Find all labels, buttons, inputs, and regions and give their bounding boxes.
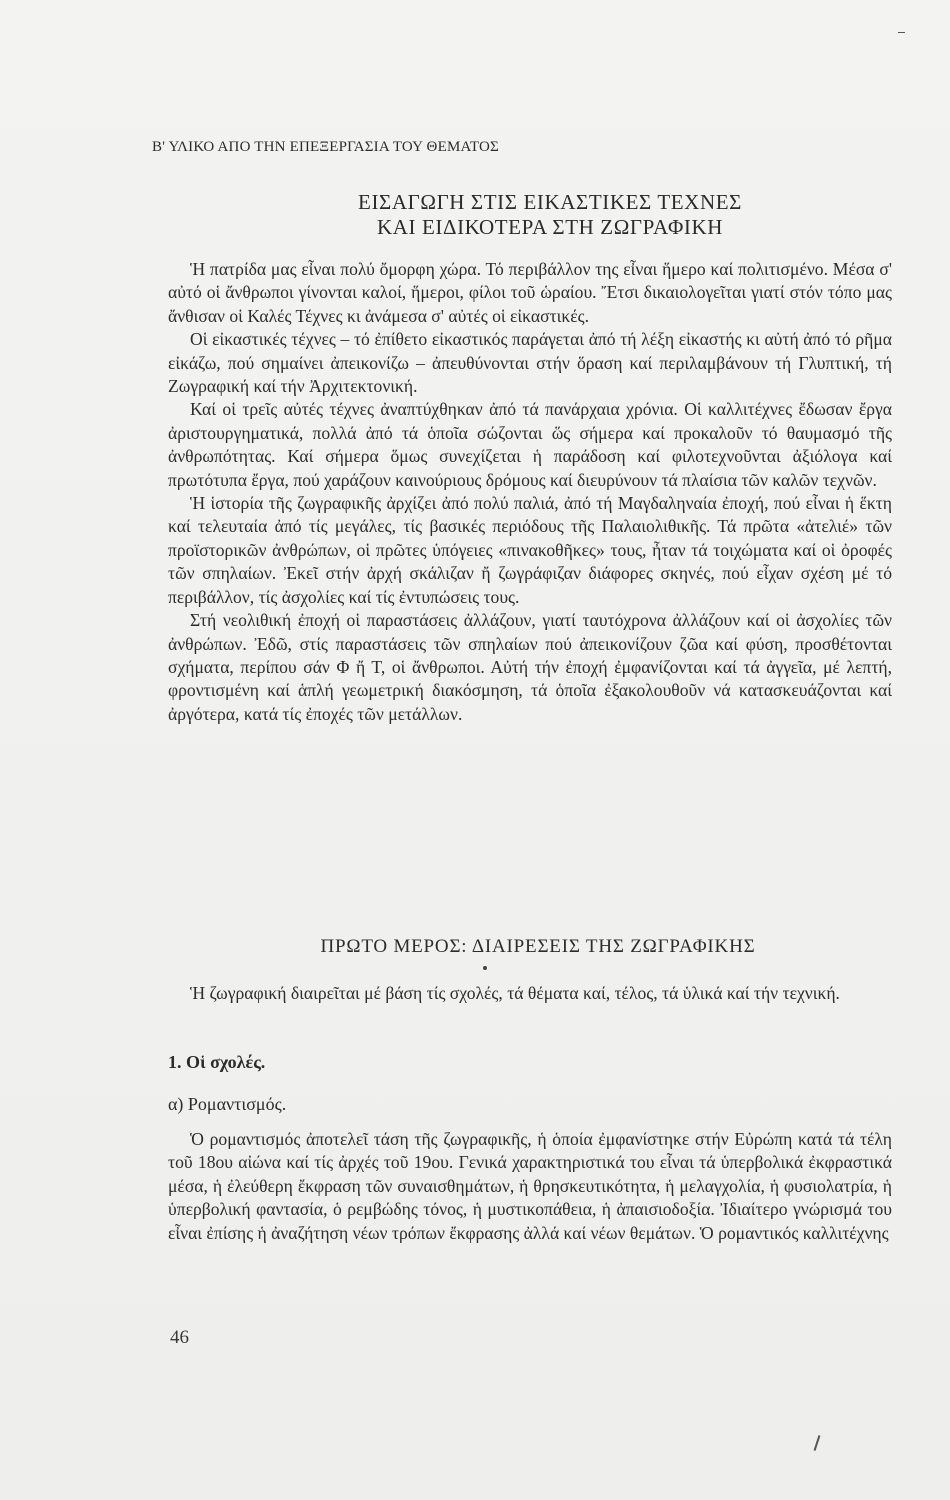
intro-paragraph-1: Ἡ πατρίδα μας εἶναι πολύ ὄμορφη χώρα. Τό περιβάλλον της εἶναι ἥμερο καί πολιτισμένο. Μέσα σ' αὐτό οἱ ἄνθρωποι γίνονται καλοί, ἥμεροι, φίλοι τοῦ ὡραίου. Ἔτσι δικαιολογεῖται γιατί στόν τόπο μας ἄνθισαν οἱ Καλές Τέχνες κι ἀνάμεσα σ' αὐτές οἱ εἰκαστικές.	[168, 259, 892, 326]
intro-paragraph-2: Οἱ εἰκαστικές τέχνες – τό ἐπίθετο εἰκαστικός παράγεται ἀπό τή λέξη εἰκαστής κι αὐτή ἀπό τό ρῆμα εἰκάζω, πού σημαίνει ἀπεικονίζω – ἀπευθύνονται στήν ὅραση καί περιλαμβάνουν τή Γλυπτική, τή Ζωγραφική καί τήν Ἀρχιτεκτονική.	[168, 329, 892, 397]
romanticism-paragraph: Ὁ ρομαντισμός ἀποτελεῖ τάση τῆς ζωγραφικῆς, ἡ ὁποία ἐμφανίστηκε στήν Εὐρώπη κατά τά τέλη τοῦ 18ου αἰώνα καί τίς ἀρχές τοῦ 19ου. Γενικά χαρακτηριστικά του εἶναι τά ὑπερβολικά ἐκφραστικά μέσα, ἡ ἐλεύθερη ἔκφραση τῶν συναισθημάτων, ἡ θρησκευτικότητα, ἡ μελαγχολία, ἡ φυσιολατρία, ἡ ὑπερβολική φαντασία, ὁ ρεμβώδης τόνος, ἡ μυστικοπάθεια, ἡ ἀπαισιοδοξία. Ἰδιαίτερο γνώρισμά του εἶναι ἐπίσης ἡ ἀναζήτηση νέων τρόπων ἔκφρασης ἀλλά καί νέων θεμάτων. Ὁ ρομαντικός καλλιτέχνης	[168, 1129, 892, 1243]
part-one-text	[168, 982, 892, 1005]
ink-dot	[483, 966, 487, 970]
page-number: 46	[170, 1327, 189, 1348]
scan-mark-top	[898, 32, 905, 33]
intro-paragraph-5: Στή νεολιθική ἐποχή οἱ παραστάσεις ἀλλάζουν, γιατί ταυτόχρονα ἀλλάζουν καί οἱ ἀσχολίες τῶν ἀνθρώπων. Ἐδῶ, στίς παραστάσεις τῶν σπηλαίων πού ἀπεικονίζουν ζῶα καί φύση, προσθέτονται σχήματα, περίπου σάν Φ ἤ Τ, οἱ ἄνθρωποι. Αὐτή τήν ἐποχή ἐμφανίζονται καί τά ἀγγεῖα, μέ λεπτή, φροντισμένη καί ἁπλή γεωμετρική διακόσμηση, τά ὁποῖα ἐξακολουθοῦν νά κατασκευάζονται καί ἀργότερα, κατά τίς ἐποχές τῶν μετάλλων.	[168, 610, 892, 724]
romanticism-text	[168, 1128, 892, 1245]
part-one-heading: ΠΡΩΤΟ ΜΕΡΟΣ: ΔΙΑΙΡΕΣΕΙΣ ΤΗΣ ΖΩΓΡΑΦΙΚΗΣ	[320, 936, 756, 957]
page-title-line-2: ΚΑΙ ΕΙΔΙΚΟΤΕΡΑ ΣΤΗ ΖΩΓΡΑΦΙΚΗ	[376, 215, 724, 239]
romanticism-heading: α) Ρομαντισμός.	[168, 1094, 287, 1114]
section-label: Β' ΥΛΙΚΟ ΑΠΟ ΤΗΝ ΕΠΕΞΕΡΓΑΣΙΑ ΤΟΥ ΘΕΜΑΤΟΣ	[152, 139, 499, 155]
part-one-paragraph: Ἡ ζωγραφική διαιρεῖται μέ βάση τίς σχολές, τά θέματα καί, τέλος, τά ὑλικά καί τήν τεχνική.	[190, 983, 840, 1003]
intro-text	[168, 258, 892, 726]
page-title-line-1: ΕΙΣΑΓΩΓΗ ΣΤΙΣ ΕΙΚΑΣΤΙΚΕΣ ΤΕΧΝΕΣ	[358, 190, 742, 214]
schools-heading: 1. Οἱ σχολές.	[168, 1052, 266, 1072]
intro-paragraph-4: Ἡ ἱστορία τῆς ζωγραφικῆς ἀρχίζει ἀπό πολύ παλιά, ἀπό τή Μαγδαληναία ἐποχή, πού εἶναι ἡ ἕκτη καί τελευταία ἀπό τίς μεγάλες, τίς βασικές περιόδους τῆς Παλαιολιθικῆς. Τά πρῶτα «ἀτελιέ» τῶν προϊστορικῶν ἀνθρώπων, οἱ πρῶτες ὑπόγειες «πινακοθῆκες» τους, ἦταν τά τοιχώματα καί οἱ ὀροφές τῶν σπηλαίων. Ἐκεῖ στήν ἀρχή σκάλιζαν ἤ ζωγράφιζαν διάφορες σκηνές, πού εἶχαν σχέση μέ τό περιβάλλον, τίς ἀσχολίες καί τίς ἐντυπώσεις τους.	[168, 493, 892, 607]
intro-paragraph-3: Καί οἱ τρεῖς αὐτές τέχνες ἀναπτύχθηκαν ἀπό τά πανάρχαια χρόνια. Οἱ καλλιτέχνες ἔδωσαν ἔργα ἀριστουργηματικά, πολλά ἀπό τά ὁποῖα σώζονται ὥς σήμερα καί προκαλοῦν τό θαυμασμό τῆς ἀνθρωπότητας. Καί σήμερα ὅμως συνεχίζεται ἡ παράδοση καί φιλοτεχνοῦνται ἀξιόλογα καί πρωτότυπα ἔργα, πού χαράζουν καινούριους δρόμους καί διευρύνουν τά πλαίσια τῶν καλῶν τεχνῶν.	[168, 399, 892, 490]
scan-mark-bottom	[814, 1435, 821, 1451]
